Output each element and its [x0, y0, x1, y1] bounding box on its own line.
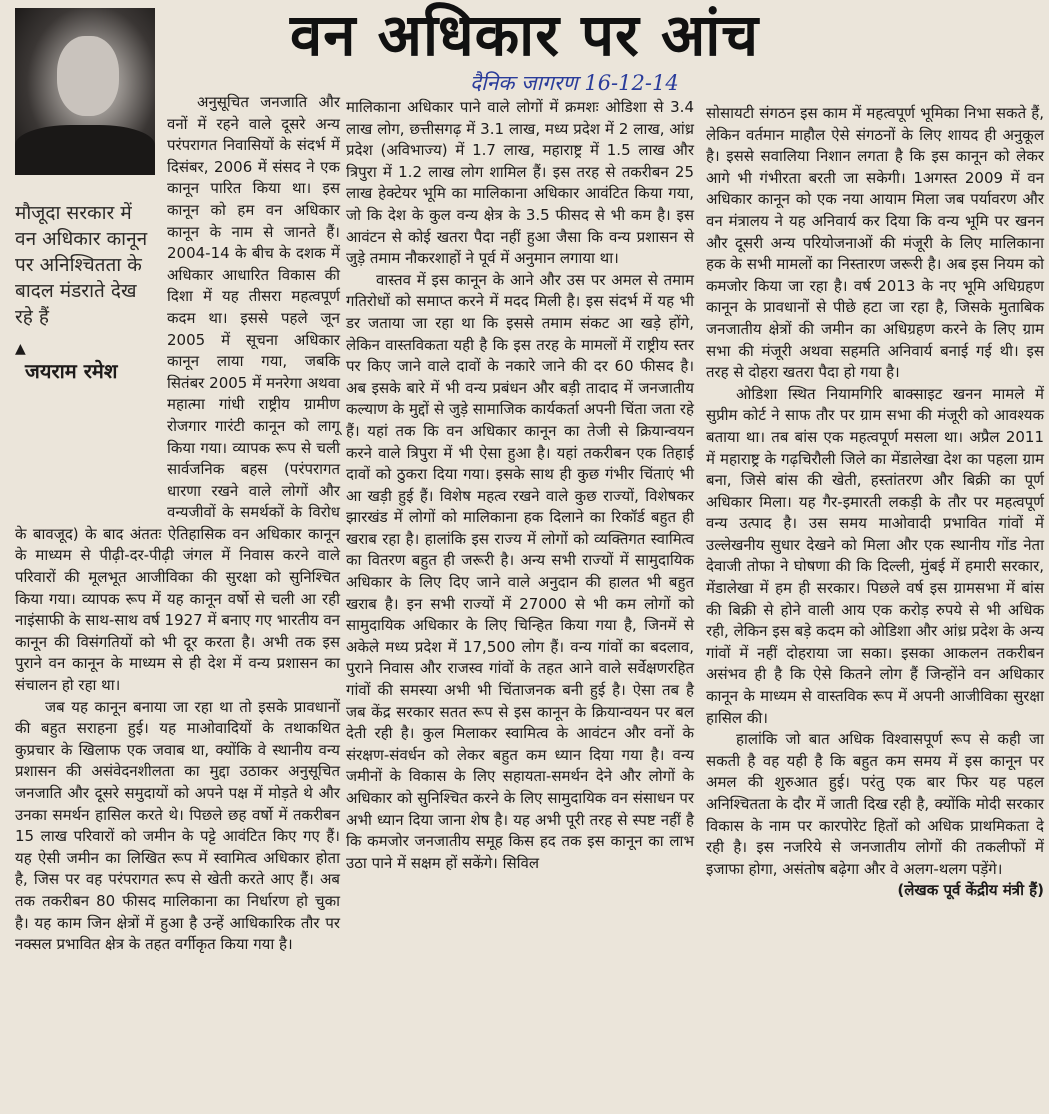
column-2 — [346, 97, 694, 874]
handwritten-date-note: दैनिक जागरण 16-12-14 — [470, 71, 679, 95]
paragraph: ओडिशा स्थित नियामगिरि बाक्साइट खनन मामले में सुप्रीम कोर्ट ने साफ तौर पर ग्राम सभा की मंजूरी को आवश्यक बताया था। तब बांस एक महत्वपूर्ण मसला था। अप्रैल 2011 में महाराष्ट्र के गढ़चिरौली जिले का मेंडालेखा देश का पहला ग्राम बना, जिसे बांस की खेती, हस्तांतरण और बिक्री का पूर्ण अधिकार मिला। यह गैर-इमारती लकड़ी के तौर पर महत्वपूर्ण वन्य उत्पाद है। उस समय माओवादी प्रभावित गांवों में उल्लेखनीय सुधार देखने को मिला और एक स्थानीय गोंड नेता देवाजी तोफा ने घोषणा की कि दिल्ली, मुंबई में हमारी सरकार, मेंडालेखा में हम ही सरकार। पिछले वर्ष इस ग्रामसभा में बांस की बिक्री से होने वाली आय एक करोड़ रुपये से भी अधिक रही, लेकिन इस बड़े कदम को ओडिशा और आंध्र प्रदेश के अन्य गांवों में नहीं दोहराया जा सका। इसका आकलन तकरीबन असंभव ही है कि ऐसे कितने लोग हैं जिन्होंने वन अधिकार कानून के माध्यम से वास्तविक रूप में अपनी आजीविका सुरक्षा हासिल की। — [706, 384, 1044, 727]
column-3 — [706, 103, 1044, 902]
paragraph-part: अनुसूचित जनजाति और वनों में रहने वाले दूसरे अन्य परंपरागत निवासियों के संदर्भ में दिसंबर, 2006 में संसद ने एक कानून पारित किया था। इस कानून को हम वन अधिकार कानून के नाम से जानते हैं। 2004-14 के बीच के दशक में अधिकार आधारित विकास की दिशा में यह तीसरा महत्वपूर्ण कदम था। इससे पहले जून 2005 में सूचना अधिकार कानून लाया गया, जबकि सितंबर 2005 में मनरेगा अथवा महात्मा गांधी राष्ट्रीय ग्रामीण रोजगार गारंटी — [167, 93, 340, 435]
pull-quote: मौजूदा सरकार में वन अधिकार कानून पर अनिश्चितता के बादल मंडराते देख रहे हैं — [15, 202, 148, 328]
paragraph: मालिकाना अधिकार पाने वाले लोगों में क्रमशः ओडिशा से 3.4 लाख लोग, छत्तीसगढ़ में 3.1 लाख, मध्य प्रदेश में 2 लाख, आंध्र प्रदेश (अविभाज्य) में 1.7 लाख, महाराष्ट्र में 1.5 लाख और त्रिपुरा में 1.2 लाख लोग शामिल हैं। इस तरह से तकरीबन 25 लाख हेक्टेयर भूमि का मालिकाना अधिकार आवंटित किया गया, जो कि देश के कुल वन्य क्षेत्र के 3.5 फीसद से भी कम है। इस आवंटन से कोई खतरा पैदा नहीं हुआ जैसा कि वन्य प्रशासन से जुड़े तमाम नौकरशाहों ने पूर्व में अनुमान लगाया था। — [346, 98, 694, 268]
paragraph: सोसायटी संगठन इस काम में महत्वपूर्ण भूमिका निभा सकते हैं, लेकिन वर्तमान माहौल ऐसे संगठनों के लिए शायद ही अनुकूल है। इससे सवालिया निशान लगता है कि इस कानून को लेकर आगे भी गंभीरता बरती जा सकेगी। 1अगस्त 2009 में वन अधिकार कानून को एक नया आयाम मिला जब पर्यावरण और वन मंत्रालय ने यह अनिवार्य कर दिया कि वन्य भूमि पर खनन और दूसरी अन्य परियोजनाओं की मंजूरी के लिए मालिकाना हक के सभी मामलों का निस्तारण जरूरी है। अब इस नियम को कमजोर किया जा रहा है। वर्ष 2013 के नए भूमि अधिग्रहण कानून के प्रावधानों से पीछे हटा जा रहा है, जिसके मुताबिक जनजातीय क्षेत्रों की जमीन का अधिग्रहण करने के लिए ग्राम सभा की मंजूरी अथवा सहमति अनिवार्य बनाई गई थी। इस तरह से दोहरा खतरा पैदा हो गया है। — [706, 104, 1044, 382]
headline: वन अधिकार पर आंच — [290, 1, 760, 69]
sidebar — [15, 92, 155, 510]
paragraph: जब यह कानून बनाया जा रहा था तो इसके प्रावधानों की बहुत सराहना हुई। यह माओवादियों के तथाकथित कुप्रचार के खिलाफ एक जवाब था, क्योंकि वे स्थानीय वन्य प्रशासन की असंवेदनशीलता का मुद्दा उठाकर अनुसूचित जनजाति और दूसरे समुदायों को अपने पक्ष में मोड़ते थे और उनका समर्थन हासिल करते थे। पिछले छह वर्षो में तकरीबन 15 लाख परिवारों को जमीन के पट्टे आवंटित किए गए हैं। यह ऐसी जमीन का लिखित रूप में स्वामित्व अधिकार होता है, जिस पर वह परंपरागत रूप से खेती करते आए हैं। अब तक तकरीबन 80 फीसद मालिकाना का निर्धारण हो चुका है। यह काम जिन क्षेत्रों में हुआ है उन्हें आधिकारिक तौर पर नक्सल प्रभावित क्षेत्र के तहत वर्गीकृत किया गया है। — [15, 697, 340, 954]
paragraph: हालांकि जो बात अधिक विश्वासपूर्ण रूप से कही जा सकती है वह यही है कि बहुत कम समय में इस कानून पर अमल की शुरुआत हुई। परंतु एक बार फिर यह पहल अनिश्चितता के दौर में जाती दिख रही है, क्योंकि मोदी सरकार विकास के नाम पर कारपोरेट हितों को अधिक प्राथमिकता दे रही है। इस नजरिये से जनजातीय लोगों की तकलीफों में इजाफा होगा, असंतोष बढ़ेगा और वे अलग-थलग पड़ेंगे। — [706, 730, 1044, 878]
author-note: (लेखक पूर्व केंद्रीय मंत्री हैं) — [897, 881, 1044, 900]
column-1 — [15, 92, 340, 956]
triangle-icon: ▲ — [15, 341, 26, 357]
author-byline: जयराम रमेश — [25, 359, 118, 383]
paragraph: वास्तव में इस कानून के आने और उस पर अमल से तमाम गतिरोधों को समाप्त करने में मदद मिली है। इस संदर्भ में यह भी डर जताया जा रहा था कि इससे तमाम संकट आ खड़े होंगे, लेकिन वास्तविकता यही है कि इस तरह के मामलों में राष्ट्रीय स्तर पर किए जाने वाले दावों के नकारे जाने की दर 60 फीसद है। अब इसके बारे में भी वन्य प्रबंधन और बड़ी तादाद में जनजातीय कल्याण के मुद्दों से जुड़े सामाजिक कार्यकर्ता अपनी चिंता जता रहे हैं। यहां तक कि वन अधिकार कानून का तेजी से क्रियान्वयन करने वाले त्रिपुरा में भी ऐसा हुआ है। यहां तकरीबन एक तिहाई दावों को ठुकरा दिया गया। इसके साथ ही कुछ गंभीर चिंताएं भी आ खड़ी हुई हैं। विशेष महत्व रखने वाले कुछ राज्यों, विशेषकर झारखंड में लोगों को मालिकाना हक दिलाने का रिकॉर्ड बहुत ही खराब रहा है। हालांकि इस राज्य में लोगों को व्यक्तिगत स्वामित्व का वितरण बहुत ही जरूरी है। अन्य सभी राज्यों में सामुदायिक अधिकार के लिए दिए जाने वाले अनुदान की हालत भी बहुत खराब है। इन सभी राज्यों में 27000 से भी कम लोगों को सामुदायिक अधिकार के लिए चिन्हित किया गया है, जिनमें से अकेले मध्य प्रदेश में 17,500 लोग हैं। वन्य गांवों का बदलाव, पुराने निवास और राजस्व गांवों के तहत आने वाले सर्वेक्षणरहित गांवों की समस्या अभी भी चिंताजनक बनी हुई है। ऐसा तब है जब केंद्र सरकार सतत रूप से इस कानून के क्रियान्वयन पर बल देती रही है। कुल मिलाकर स्वामित्व के आवंटन और वनों के संरक्षण-संवर्धन को लेकर बहुत कम ध्यान दिया गया है। वन्य जमीनों के विकास के लिए सहायता-समर्थन देने और लोगों के अधिकार को सुनिश्चित करने के लिए सामुदायिक वन संसाधन पर अभी ध्यान दिया जाना शेष है। यह अभी पूरी तरह से स्पष्ट नहीं है कि कमजोर जनजातीय समूह किस हद तक इस कानून का लाभ उठा पाने में सक्षम हों सकेंगे। सिविल — [346, 270, 694, 872]
paragraph-part: कानून को लागू किया गया। व्यापक रूप से चली सार्वजनिक बहस (परंपरागत धारणा रखने वाले लोगों और वन्यजीवों के समर्थकों के विरोध के बावजूद) के बाद अंततः ऐतिहासिक वन अधिकार कानून के माध्यम से पीढ़ी-दर-पीढ़ी जंगल में निवास करने वाले परिवारों की मूलभूत आजीविका की सुरक्षा को सुनिश्चित किया गया। व्यापक रूप में यह कानून वर्षो से चली आ रही नाइंसाफी के साथ-साथ वर्ष 1927 में बनाए गए भारतीय वन कानून की विसंगतियों को भी दूर करता है। अभी तक इस पुराने वन कानून के माध्यम से ही देश में वन्य प्रशासन का संचालन हो रहा था। — [15, 416, 340, 695]
